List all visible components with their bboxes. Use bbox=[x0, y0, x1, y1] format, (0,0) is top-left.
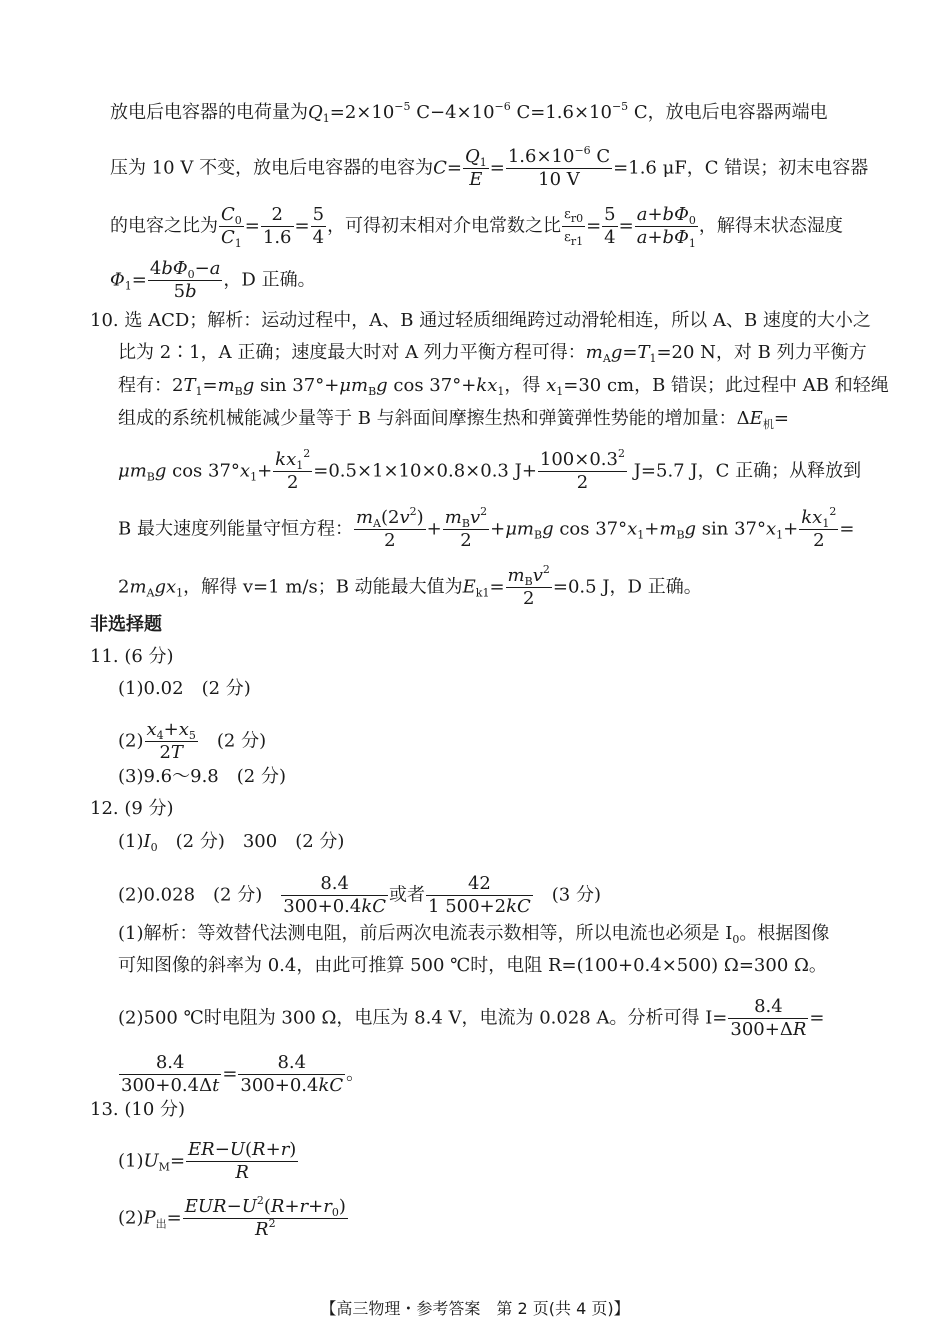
q11-answer-3: (3)9.6～9.8 (2 分) bbox=[118, 766, 286, 787]
q12-explain-2: 可知图像的斜率为 0.4，由此可推算 500 ℃时，电阻 R=(100+0.4×500) Ω=300 Ω。 bbox=[118, 955, 827, 976]
q10-line-1: 10. 选 ACD；解析：运动过程中，A、B 通过轻质细绳跨过动滑轮相连，所以 A、B 速度的大小之 bbox=[90, 310, 871, 331]
q9-line-4: $\Phi_1=$ $\frac{4b\Phi_0-a}{5b}$ ，D 正确。 bbox=[110, 258, 316, 302]
q12-explain-1: (1)解析：等效替代法测电阻，前后两次电流表示数相等，所以电流也必须是 $I_0$。根据图像 bbox=[118, 923, 830, 946]
q10-line-3: 程有：$2T_1=m_Bg$ $\sin 37^\circ+\mu m_Bg$ $\cos 37^\circ+kx_1$，得 $x_1=30$ cm，B 错误；此过程中 AB 和轻绳 bbox=[118, 375, 889, 398]
q10-line-2: 比为 2∶1，A 正确；速度最大时对 A 列力平衡方程可得：$m_Ag=T_1=20$ N，对 B 列力平衡方 bbox=[118, 342, 867, 365]
section-title: 非选择题 bbox=[90, 614, 162, 635]
page-footer: 【高三物理・参考答案 第 2 页(共 4 页)】 bbox=[320, 1299, 630, 1318]
q10-line-4: 组成的系统机械能减少量等于 B 与斜面间摩擦生热和弹簧弹性势能的增加量：$\Delta E_机=$ bbox=[118, 408, 789, 431]
q9-line-3: 的电容之比为 $\frac{C_0}{C_1}$ = $\frac{2}{1.6}$ = $\frac{5}{4}$ ，可得初末相对介电常数之比 $\frac{\varepsilon_{r0}}{\varepsilon_{r1}}$ = $\frac{5}{4}$ = $\frac{a+b\Phi_0}{a+b\Phi_1}$ ，解得末状态湿度 bbox=[110, 204, 843, 250]
q12-explain-3: (2)500 ℃时电阻为 300 Ω，电压为 8.4 V，电流为 0.028 A。分析可得 I= $\frac{8.4}{300+\Delta R}$ = bbox=[118, 996, 825, 1040]
q11-head: 11. (6 分) bbox=[90, 646, 174, 667]
q11-answer-1: (1)0.02 (2 分) bbox=[118, 678, 251, 699]
q9-line-1: 放电后电容器的电荷量为$Q_1=2\times 10^{-5}$ $C-4\times 10^{-6}$ $C=1.6\times 10^{-5}$ C，放电后电容器两端电 bbox=[110, 100, 828, 125]
q12-explain-4: $\frac{8.4}{300+0.4\Delta t}$ = $\frac{8.4}{300+0.4kC}$ 。 bbox=[121, 1052, 365, 1096]
q10-line-7: $2m_Agx_1$，解得 v=1 m/s；B 动能最大值为$E_{k1}=$ $\frac{m_Bv^2}{2}$ =0.5 J，D 正确。 bbox=[118, 563, 702, 609]
q13-head: 13. (10 分) bbox=[90, 1099, 186, 1120]
q12-answer-1: $(1)I_0$ (2 分) 300 (2 分) bbox=[118, 831, 345, 854]
q9-line-2: 压为 10 V 不变，放电后电容器的电容为C= $\frac{Q_1}{E}$ = $\frac{1.6\times 10^{-6} C}{10 V}$ =1.6 μF，C 错误；初末电容器 bbox=[110, 144, 869, 190]
q13-answer-1: $(1)U_M=$ $\frac{ER-U(R+r)}{R}$ bbox=[118, 1139, 297, 1183]
q13-answer-2: $(2)P_出=$ $\frac{EUR-U^2(R+r+r_0)}{R^2}$ bbox=[118, 1194, 346, 1240]
q10-line-6: B 最大速度列能量守恒方程： $\frac{m_A(2v^2)}{2}$ + $\frac{m_Bv^2}{2}$ $+\mu m_Bg$ $\cos 37^\circ x_1+m_Bg$ $\sin 37^\circ x_1+$ $\frac{kx_1^2}{2}$ = bbox=[118, 505, 855, 551]
q11-answer-2: (2) $\frac{x_4+x_5}{2T}$ (2 分) bbox=[118, 719, 267, 763]
q12-head: 12. (9 分) bbox=[90, 798, 174, 819]
q10-line-5: $\mu m_Bg$ $\cos 37^\circ x_1+$ $\frac{kx_1^2}{2}$ =0.5×1×10×0.8×0.3 J+ $\frac{100\times 0.3^2}{2}$ J=5.7 J，C 正确；从释放到 bbox=[118, 447, 862, 493]
q12-answer-2: (2)0.028 (2 分) $\frac{8.4}{300+0.4kC}$ 或者 $\frac{42}{1 500+2kC}$ (3 分) bbox=[118, 873, 601, 917]
